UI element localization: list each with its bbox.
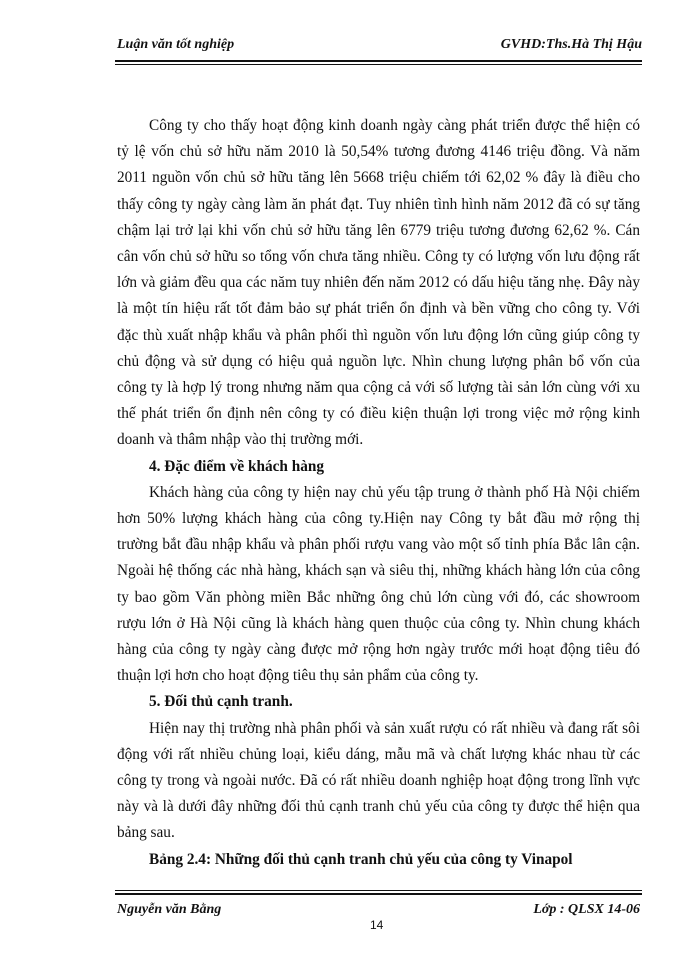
page-body [117,113,640,873]
footer-rule-thin [115,890,642,891]
header-thesis-title: Luận văn tốt nghiệp [117,37,235,52]
footer-author: Nguyễn văn Bằng [117,902,222,917]
section-heading-competitors: 5. Đối thủ cạnh tranh. [149,693,293,711]
paragraph-customers: Khách hàng của công ty hiện nay chủ yếu tập trung ở thành phố Hà Nội chiếm hơn 50% lượng khách hàng của công ty.Hiện nay Công ty bắt đầu mở rộng thị trường bắt đầu nhập khẩu và phân phối rượu vang vào một số tỉnh phía Bắc lân cận. Ngoài hệ thống các nhà hàng, khách sạn và siêu thị, những khách hàng lớn của công ty bao gồm Văn phòng miền Bắc những ông chủ lớn cùng với đó, các showroom rượu lớn ở Hà Nội cũng là khách hàng quen thuộc của công ty. Nhìn chung khách hàng của công ty ngày càng được mở rộng hơn ngày trước mới hoạt động tiêu đó thuận lợi hơn cho hoạt động tiêu thụ sản phẩm của công ty. [117,483,640,685]
footer-rule-thick [115,893,642,895]
section-heading-customers: 4. Đặc điểm về khách hàng [149,457,325,475]
table-caption: Bảng 2.4: Những đối thủ cạnh tranh chủ yếu của công ty Vinapol [149,850,573,868]
paragraph-capital-analysis: Công ty cho thấy hoạt động kinh doanh ngày càng phát triển được thể hiện có tỷ lệ vốn chủ sở hữu năm 2010 là 50,54% tương đương 4146 triệu đồng. Và năm 2011 nguồn vốn chủ sở hữu tăng lên 5668 triệu chiếm tới 62,02 % đây là điều cho thấy công ty ngày càng làm ăn phát đạt. Tuy nhiên tình hình năm 2012 đã có sự tăng chậm lại trở lại khi vốn chủ sở hữu tăng lên 6779 triệu tương đương 62,62 %. Cán cân vốn chủ sở hữu so tổng vốn chưa tăng nhiều. Công ty có lượng vốn lưu động rất lớn và giảm đều qua các năm tuy nhiên đến năm 2012 có dấu hiệu tăng nhẹ. Đây này là một tín hiệu rất tốt đảm bảo sự phát triển ổn định và bền vững cho công ty. Với đặc thù xuất nhập khẩu và phân phối thì nguồn vốn lưu động lớn cũng giúp công ty chủ động và sử dụng có hiệu quả nguồn lực. Nhìn chung lượng phân bổ vốn của công ty là hợp lý trong nhưng năm qua cộng cả với số lượng tài sản lớn cùng với xu thế phát triển ổn định nên công ty có điều kiện thuận lợi trong việc mở rộng kinh doanh và thâm nhập vào thị trường mới. [117,117,640,449]
page-number: 14 [370,918,384,932]
header-advisor: GVHD:Ths.Hà Thị Hậu [500,37,642,52]
paragraph-competitors: Hiện nay thị trường nhà phân phối và sản xuất rượu có rất nhiều và đang rất sôi động với rất nhiều chủng loại, kiểu dáng, mẫu mã và chất lượng khác nhau từ các công ty trong và ngoài nước. Đã có rất nhiều doanh nghiệp hoạt động trong lĩnh vực này và là dưới đây những đối thủ cạnh tranh chủ yếu của công ty được thể hiện qua bảng sau. [117,719,640,842]
header-rule-thin [115,64,642,65]
header-rule-thick [115,60,642,62]
footer-class: Lớp : QLSX 14-06 [533,902,640,917]
